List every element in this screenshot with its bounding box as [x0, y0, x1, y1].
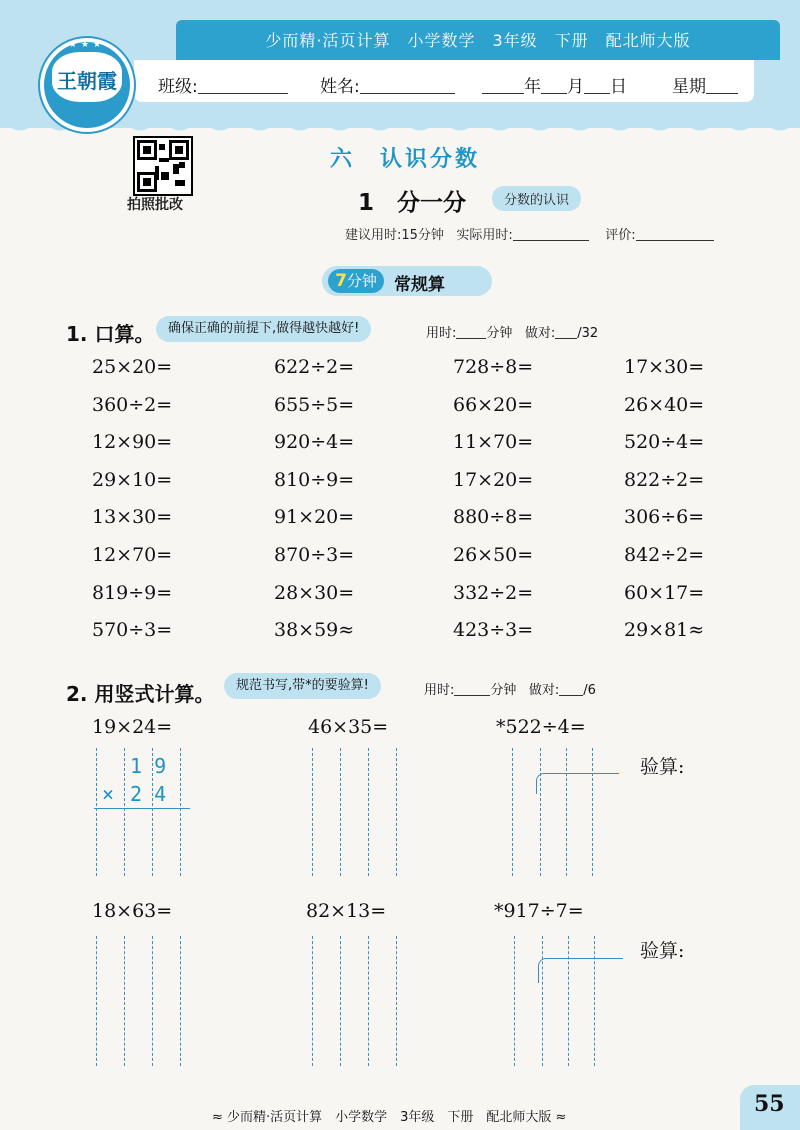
section2-correct-field[interactable]	[559, 679, 583, 696]
oral-exercise: 360÷2=	[92, 394, 173, 416]
actual-time-label: 实际用时:	[456, 228, 513, 243]
oral-exercise: 25×20=	[92, 356, 173, 378]
series-strip	[176, 20, 780, 60]
check-label: 验算:	[640, 756, 685, 778]
qr-label: 拍照批改	[127, 197, 183, 213]
section1-correct-field[interactable]	[555, 322, 577, 339]
section2-time-field[interactable]	[454, 679, 490, 696]
section-badge	[322, 266, 492, 296]
oral-exercise: 728÷8=	[453, 356, 534, 378]
oral-exercise: 570÷3=	[92, 619, 173, 641]
student-info-bar	[134, 60, 754, 102]
oral-exercise: 29×81≈	[624, 619, 705, 641]
oral-exercise: 880÷8=	[453, 506, 534, 528]
check-label: 验算:	[640, 940, 685, 962]
vertical-problem: 82×13=	[306, 900, 387, 922]
oral-exercise: 520÷4=	[624, 431, 705, 453]
oral-exercise: 332÷2=	[453, 582, 534, 604]
oral-exercise: 17×30=	[624, 356, 705, 378]
oral-exercise: 11×70=	[453, 431, 534, 453]
oral-exercise: 66×20=	[453, 394, 534, 416]
page-number-tab	[740, 1085, 800, 1130]
brand-logo	[40, 38, 134, 132]
qr-code-icon[interactable]	[133, 136, 193, 196]
vertical-problem: 46×35=	[308, 716, 389, 738]
example-multiply-sign: ×	[102, 782, 115, 806]
oral-exercise: 306÷6=	[624, 506, 705, 528]
oral-exercise: 26×50=	[453, 544, 534, 566]
oral-exercise: 819÷9=	[92, 582, 173, 604]
name-field[interactable]: 姓名:	[320, 72, 455, 97]
week-field[interactable]: 星期	[672, 72, 738, 97]
example-top-number: 1 9	[130, 754, 167, 778]
section1-meta: 用时: 分钟 做对: /32	[426, 322, 598, 341]
oral-exercise: 842÷2=	[624, 544, 705, 566]
oral-exercise: 91×20=	[274, 506, 355, 528]
oral-exercise: 822÷2=	[624, 469, 705, 491]
lesson-title: 1 分一分	[358, 190, 467, 216]
example-bottom-number: 2 4	[130, 782, 167, 806]
section2-title: 2. 用竖式计算。	[66, 682, 215, 706]
actual-time-field[interactable]	[513, 224, 589, 241]
section1-title: 1. 口算。	[66, 322, 155, 346]
oral-exercise: 26×40=	[624, 394, 705, 416]
oral-exercise: 13×30=	[92, 506, 173, 528]
date-field[interactable]: 年 月 日	[482, 72, 627, 97]
oral-exercise: 810÷9=	[274, 469, 355, 491]
section1-tip: 确保正确的前提下,做得越快越好!	[156, 316, 371, 342]
footer-text: ≈ 少而精·活页计算 小学数学 3年级 下册 配北师大版 ≈	[212, 1110, 567, 1125]
oral-exercise: 17×20=	[453, 469, 534, 491]
oral-exercise: 870÷3=	[274, 544, 355, 566]
minutes-pill: 7分钟	[328, 269, 384, 293]
oral-exercise: 60×17=	[624, 582, 705, 604]
oral-exercise: 423÷3=	[453, 619, 534, 641]
oral-exercise: 655÷5=	[274, 394, 355, 416]
oral-exercise: 920÷4=	[274, 431, 355, 453]
class-field[interactable]: 班级:	[158, 72, 288, 97]
rating-field[interactable]	[636, 224, 714, 241]
series-title: 少而精·活页计算 小学数学 3年级 下册 配北师大版	[265, 31, 691, 50]
oral-exercise: 38×59≈	[274, 619, 355, 641]
section2-meta: 用时: 分钟 做对: /6	[424, 679, 596, 698]
rating-label: 评价:	[605, 228, 636, 243]
chapter-title: 六 认识分数	[330, 147, 481, 172]
section2-tip: 规范书写,带*的要验算!	[224, 673, 381, 699]
crown-stars-icon: ★★★	[68, 40, 106, 50]
topic-tag: 分数的认识	[492, 186, 581, 211]
time-line	[345, 224, 714, 243]
vertical-problem: 18×63=	[92, 900, 173, 922]
oral-exercise: 29×10=	[92, 469, 173, 491]
logo-text: 王朝霞	[57, 69, 117, 93]
oral-exercise: 622÷2=	[274, 356, 355, 378]
suggested-time: 建议用时:15分钟	[345, 228, 444, 243]
section1-time-field[interactable]	[456, 322, 486, 339]
vertical-problem: 19×24=	[92, 716, 173, 738]
vertical-problem: *522÷4=	[496, 716, 586, 738]
badge-title: 常规算	[394, 275, 445, 295]
oral-exercise: 12×90=	[92, 431, 173, 453]
page-footer	[0, 1088, 800, 1130]
oral-exercise: 12×70=	[92, 544, 173, 566]
page-number: 55	[754, 1091, 785, 1117]
vertical-problem: *917÷7=	[494, 900, 584, 922]
oral-exercise: 28×30=	[274, 582, 355, 604]
